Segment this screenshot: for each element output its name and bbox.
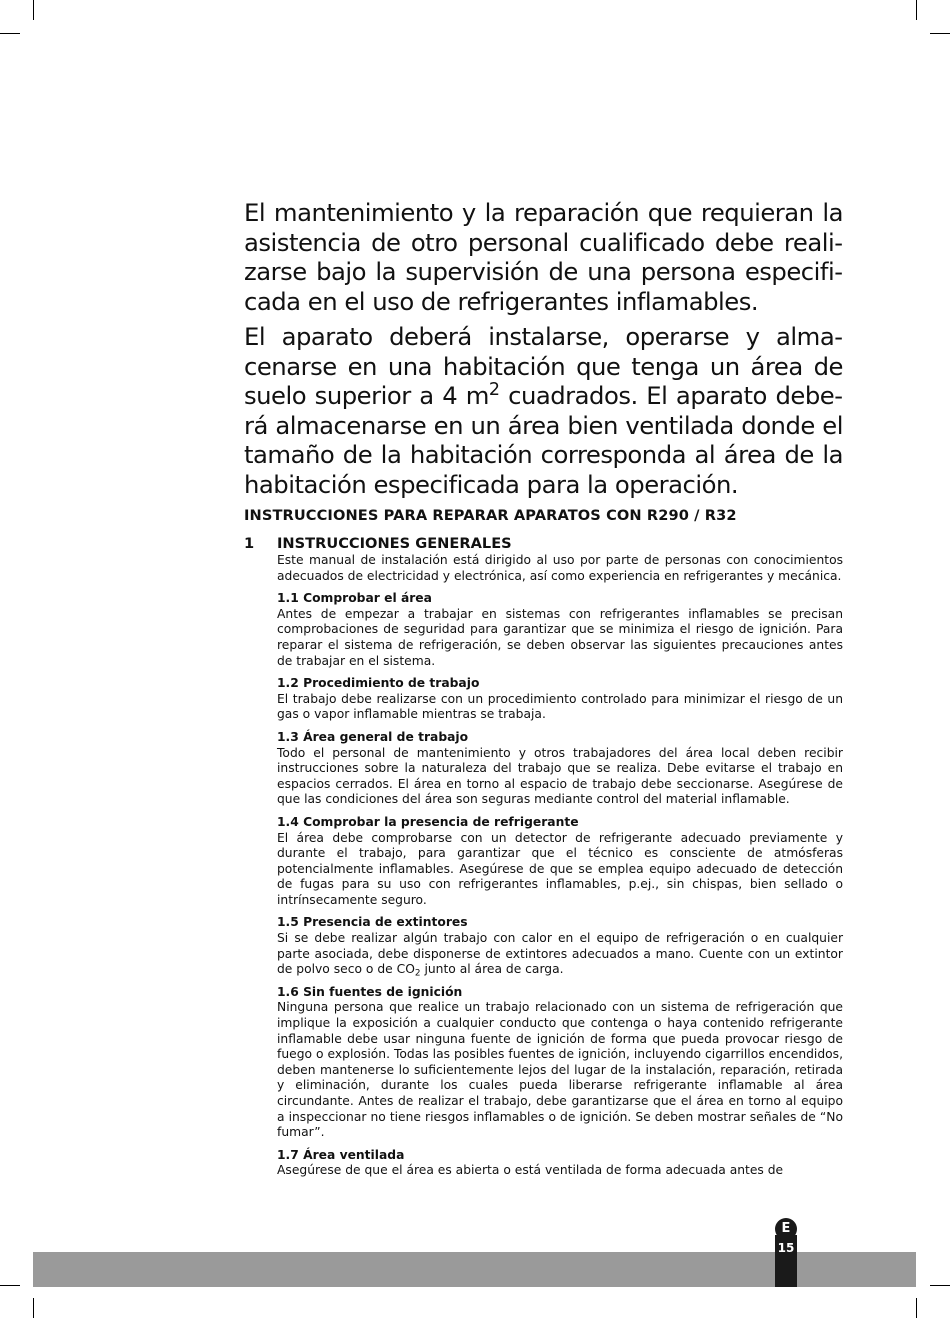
subsection-1-3 [277, 730, 843, 808]
subsection-1-5-text-a: Si se debe realizar algún trabajo con calor en el equipo de refrigeración o en cualquier parte asociada, debe disponerse de extintores adecuados a mano. Cuente con un extintor de polvo seco o de CO [277, 931, 843, 977]
subsection-1-3-title: 1.3 Área general de trabajo [277, 729, 469, 744]
page-content [244, 198, 843, 1179]
subsection-1-2 [277, 676, 843, 723]
crop-mark-bottom-left-vertical [33, 1298, 34, 1318]
subsection-1-1 [277, 591, 843, 669]
crop-mark-bottom-right-horizontal [930, 1285, 950, 1286]
intro-paragraph-2-superscript: 2 [488, 379, 500, 400]
subsection-1-7-title: 1.7 Área ventilada [277, 1147, 405, 1162]
subsection-1-6-title: 1.6 Sin fuentes de ignición [277, 984, 463, 999]
main-heading: INSTRUCCIONES PARA REPARAR APARATOS CON R290 / R32 [244, 507, 737, 524]
subsection-1-6 [277, 985, 843, 1141]
crop-mark-top-right-horizontal [930, 33, 950, 34]
subsection-1-3-text: Todo el personal de mantenimiento y otros trabajadores del área local deben recibir instrucciones sobre la naturaleza del trabajo que se realiza. Debe evitarse el trabajo en espacios cerrados. El área en torno al espacio de trabajo debe seccionarse. Asegúrese de que las condiciones del área son seguras mediante control del material inflamable. [277, 745, 843, 807]
section-1-text: Este manual de instalación está dirigido al uso por parte de personas con conocimientos adecuados de electricidad y electrónica, así como experiencia en refrigerantes y mecánica. [277, 553, 843, 583]
subsection-1-1-title: 1.1 Comprobar el área [277, 591, 432, 606]
subsection-1-4-title: 1.4 Comprobar la presencia de refrigerante [277, 814, 579, 829]
section-1-title: INSTRUCCIONES GENERALES [277, 535, 512, 552]
subsection-1-4 [277, 815, 843, 909]
page-number: 15 [777, 1241, 795, 1255]
intro-paragraph-2 [244, 322, 843, 499]
crop-mark-top-left-vertical [33, 0, 34, 20]
intro-paragraph-2-text-b: cuadrados. El aparato deberá almacenarse en un área bien ventilada donde el tamaño de la habitación corresponda al área de la habitación especificada para la operación. [244, 381, 843, 499]
language-badge: E [775, 1218, 797, 1240]
crop-mark-top-left-horizontal [0, 33, 20, 34]
section-1-number: 1 [244, 535, 255, 552]
subsection-1-1-text: Antes de empezar a trabajar en sistemas con refrigerantes inflamables se precisan comprobaciones de seguridad para garantizar que se minimiza el riesgo de ignición. Para reparar el sistema de refrigeración, se deben observar las siguientes precauciones antes de trabajar en el sistema. [277, 606, 843, 668]
subsection-1-7 [277, 1148, 843, 1179]
intro-paragraph-2-text-a: El aparato deberá instalarse, operarse y almacenarse en una habitación que tenga un área de suelo superior a 4 m [244, 322, 843, 410]
intro-paragraph-1: El mantenimiento y la reparación que requieran la asistencia de otro personal cualificado debe realizarse bajo la supervisión de una persona especificada en el uso de refrigerantes inflamables. [244, 198, 843, 316]
crop-mark-bottom-left-horizontal [0, 1285, 20, 1286]
subsection-1-2-title: 1.2 Procedimiento de trabajo [277, 676, 480, 691]
subsection-1-6-text: Ninguna persona que realice un trabajo relacionado con un sistema de refrigeración que implique la exposición a cualquier conducto que contenga o haya contenido refrigerante inflamable debe usar ninguna fuente de ignición de forma que pueda provocar riesgo de fuego o explosión. Todas las posibles fuentes de ignición, incluyendo cigarrillos encendidos, deben mantenerse lo suficientemente lejos del lugar de la instalación, reparación, retirada y eliminación, durante los cuales pueda liberarse refrigerante inflamable al área circundante. Antes de realizar el trabajo, debe garantizarse que el área en torno al equipo a inspeccionar no tiene riesgos inflamables o de ignición. Se deben mostrar señales de “No fumar”. [277, 1000, 843, 1140]
subsection-1-2-text: El trabajo debe realizarse con un procedimiento controlado para minimizar el riesgo de un gas o vapor inflamable mientras se trabaja. [277, 691, 843, 722]
subsection-1-4-text: El área debe comprobarse con un detector de refrigerante adecuado previamente y durante el trabajo, para garantizar que el técnico es consciente de atmósferas potencialmente inflamables. Asegúrese de que se emplea equipo adecuado de detección de fugas para su uso con refrigerantes inflamables, p.ej., sin chispas, bien sellado o intrínsecamente seguro. [277, 830, 843, 907]
subsection-1-5-subscript: 2 [414, 968, 421, 979]
subsection-1-5-title: 1.5 Presencia de extintores [277, 915, 468, 930]
crop-mark-top-right-vertical [916, 0, 917, 20]
section-1 [244, 534, 843, 1179]
crop-mark-bottom-right-vertical [916, 1298, 917, 1318]
subsection-1-5 [277, 915, 843, 977]
subsection-1-7-text: Asegúrese de que el área es abierta o está ventilada de forma adecuada antes de [277, 1163, 784, 1178]
subsection-1-5-text [277, 931, 843, 978]
subsection-1-5-text-b: junto al área de carga. [420, 962, 564, 977]
